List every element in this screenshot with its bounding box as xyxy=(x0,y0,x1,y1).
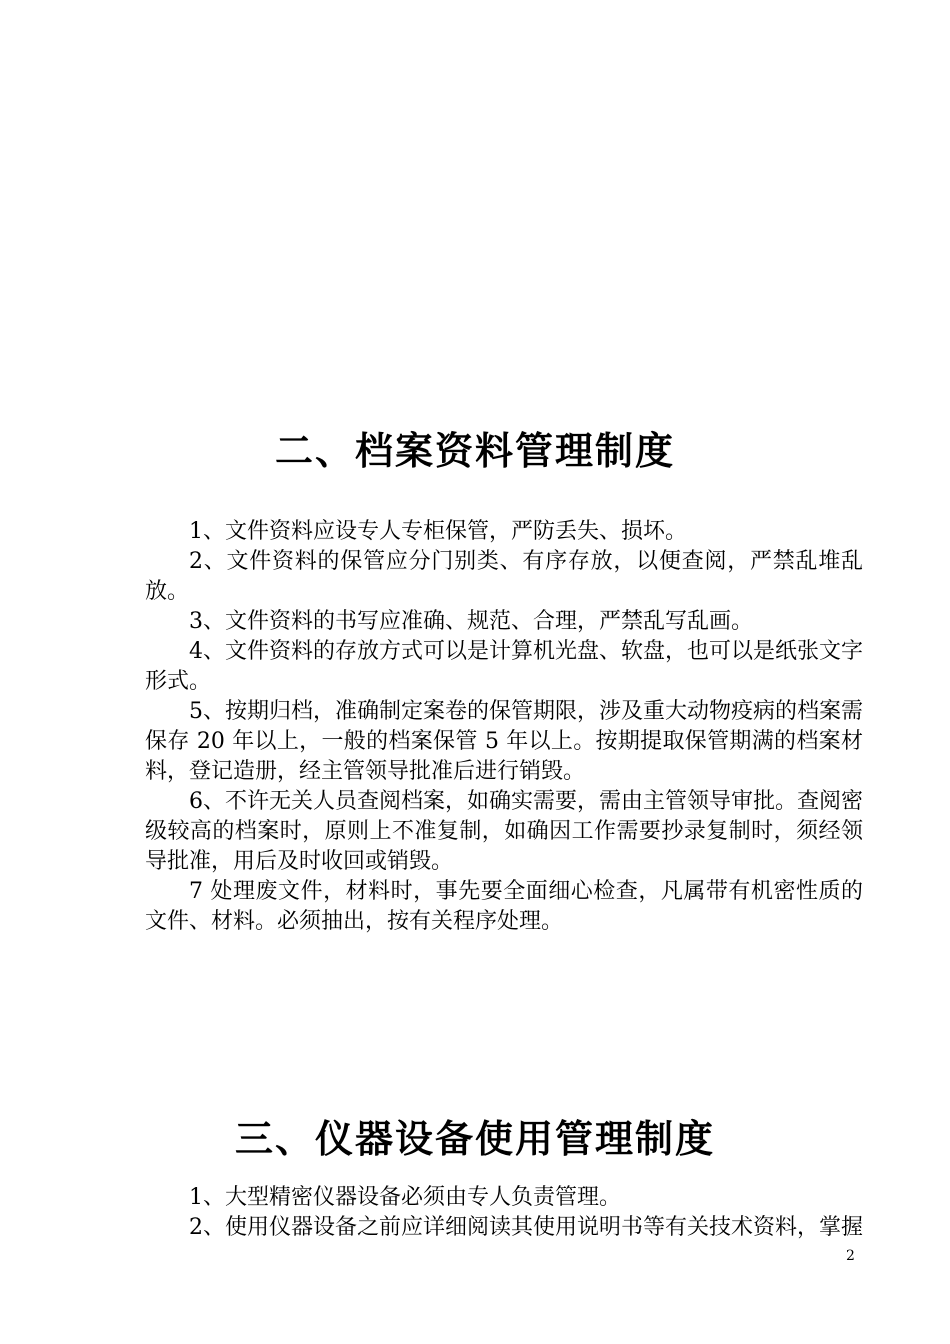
paragraph: 3、文件资料的书写应准确、规范、合理，严禁乱写乱画。 xyxy=(189,609,753,634)
paragraph: 5、按期归档，准确制定案卷的保管期限，涉及重大动物疫病的档案需保存 20 年以上，一般的档案保管 5 年以上。按期提取保管期满的档案材料，登记造册，经主管领导批准后进行销毁。 xyxy=(145,699,863,784)
paragraph: 2、文件资料的保管应分门别类、有序存放，以便查阅，严禁乱堆乱放。 xyxy=(145,549,863,604)
page-number: 2 xyxy=(846,1248,855,1264)
paragraph: 1、文件资料应设专人专柜保管，严防丢失、损坏。 xyxy=(189,519,687,544)
paragraph: 6、不许无关人员查阅档案，如确实需要，需由主管领导审批。查阅密级较高的档案时，原则上不准复制，如确因工作需要抄录复制时，须经领导批准，用后及时收回或销毁。 xyxy=(145,789,863,874)
section-title-archives: 二、档案资料管理制度 xyxy=(274,429,675,473)
paragraph: 4、文件资料的存放方式可以是计算机光盘、软盘，也可以是纸张文字形式。 xyxy=(145,639,863,694)
paragraph: 1、大型精密仪器设备必须由专人负责管理。 xyxy=(189,1185,621,1210)
section-body-archives xyxy=(145,517,863,937)
paragraph: 2、使用仪器设备之前应详细阅读其使用说明书等有关技术资料，掌握 xyxy=(189,1215,863,1240)
section-title-instruments: 三、仪器设备使用管理制度 xyxy=(234,1117,715,1161)
paragraph: 7 处理废文件，材料时，事先要全面细心检查，凡属带有机密性质的文件、材料。必须抽出，按有关程序处理。 xyxy=(145,879,863,934)
section-body-instruments xyxy=(145,1183,863,1243)
